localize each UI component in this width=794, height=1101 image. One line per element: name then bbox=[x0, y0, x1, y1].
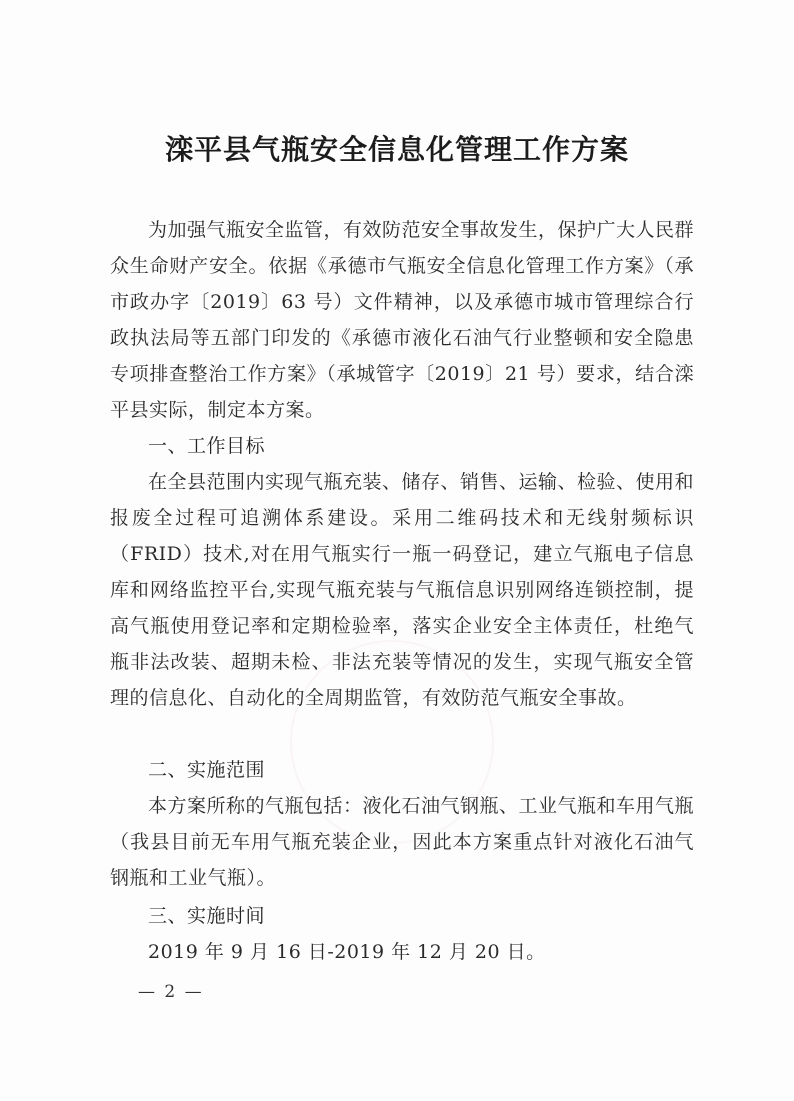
section-heading-scope: 二、实施范围 bbox=[148, 759, 266, 781]
section-heading-goals: 一、工作目标 bbox=[148, 435, 266, 457]
section-heading-time: 三、实施时间 bbox=[148, 905, 266, 927]
page-number: — 2 — bbox=[138, 982, 204, 1002]
intro-paragraph: 为加强气瓶安全监管，有效防范安全事故发生，保护广大人民群众生命财产安全。依据《承德市气瓶安全信息化管理工作方案》（承市政办字〔2019〕63 号）文件精神，以及承德市城市管理综合行政执法局等五部门印发的《承德市液化石油气行业整顿和安全隐患专项排查整治工作方案》（承城管字〔2019〕21 号）要求，结合滦平县实际，制定本方案。 bbox=[110, 219, 695, 421]
section-text-time: 2019 年 9 月 16 日-2019 年 12 月 20 日。 bbox=[148, 941, 546, 963]
section-text-scope: 本方案所称的气瓶包括：液化石油气钢瓶、工业气瓶和车用气瓶（我县目前无车用气瓶充装企业，因此本方案重点针对液化石油气钢瓶和工业气瓶）。 bbox=[110, 795, 695, 889]
section-text-goals: 在全县范围内实现气瓶充装、储存、销售、运输、检验、使用和报废全过程可追溯体系建设。采用二维码技术和无线射频标识（FRID）技术,对在用气瓶实行一瓶一码登记，建立气瓶电子信息库和网络监控平台,实现气瓶充装与气瓶信息识别网络连锁控制，提高气瓶使用登记率和定期检验率，落实企业安全主体责任，杜绝气瓶非法改装、超期未检、非法充装等情况的发生，实现气瓶安全管理的信息化、自动化的全周期监管，有效防范气瓶安全事故。 bbox=[110, 471, 695, 709]
document-title: 滦平县气瓶安全信息化管理工作方案 bbox=[164, 133, 629, 166]
